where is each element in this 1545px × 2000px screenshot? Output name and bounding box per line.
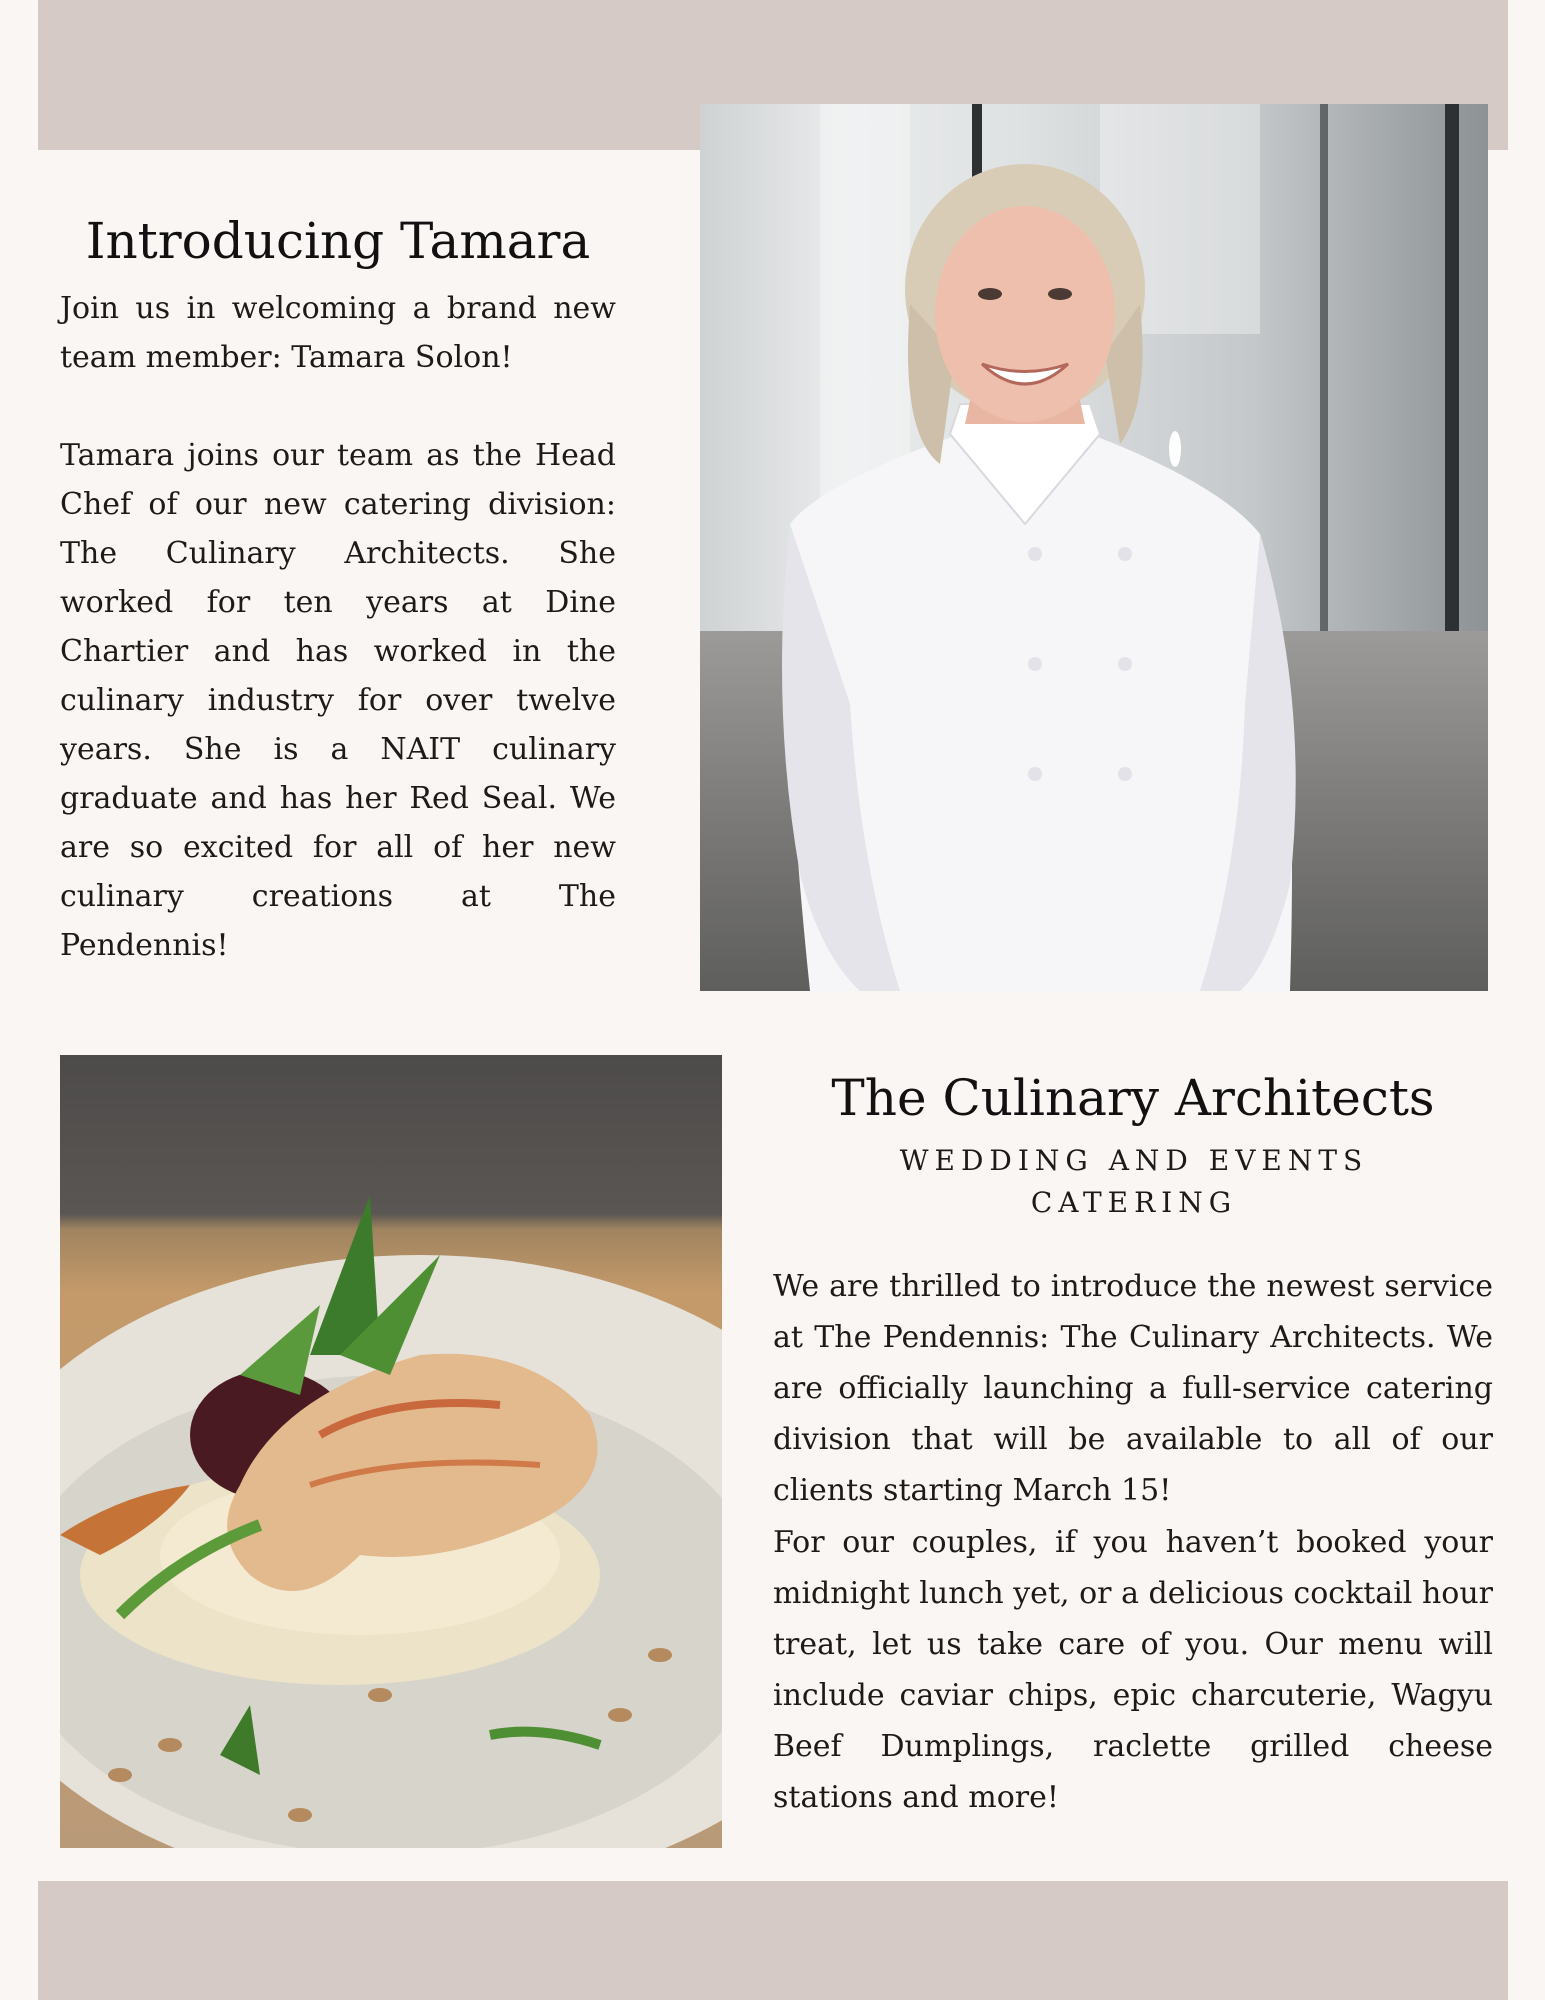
chef-portrait-photo bbox=[700, 104, 1488, 991]
bottom-accent-band bbox=[38, 1881, 1508, 2000]
culinary-subheading: WEDDING AND EVENTS CATERING bbox=[899, 1144, 1369, 1219]
catering-dish-photo bbox=[60, 1055, 722, 1848]
culinary-announcement-paragraph: We are thrilled to introduce the newest service at The Pendennis: The Culinary Architects. We are officially launching a full-service catering division that will be available to all of our clients starting March 15! bbox=[773, 1269, 1493, 1508]
dish-illustration bbox=[60, 1055, 722, 1848]
intro-heading: Introducing Tamara bbox=[85, 212, 591, 270]
chef-illustration bbox=[700, 104, 1488, 991]
culinary-heading: The Culinary Architects bbox=[831, 1069, 1435, 1127]
culinary-menu-paragraph: For our couples, if you haven’t booked your midnight lunch yet, or a delicious cocktail hour treat, let us take care of you. Our menu will include caviar chips, epic charcuterie, Wagyu Beef Dumplings, raclette grilled cheese stations and more! bbox=[773, 1525, 1493, 1815]
intro-welcome-paragraph: Join us in welcoming a brand new team member: Tamara Solon! bbox=[60, 291, 616, 375]
intro-bio-paragraph: Tamara joins our team as the Head Chef of our new catering division: The Culinary Architects. She worked for ten years at Dine Chartier and has worked in the culinary industry for over twelve years. She is a NAIT culinary graduate and has her Red Seal. We are so excited for all of her new culinary creations at The Pendennis! bbox=[60, 438, 616, 963]
